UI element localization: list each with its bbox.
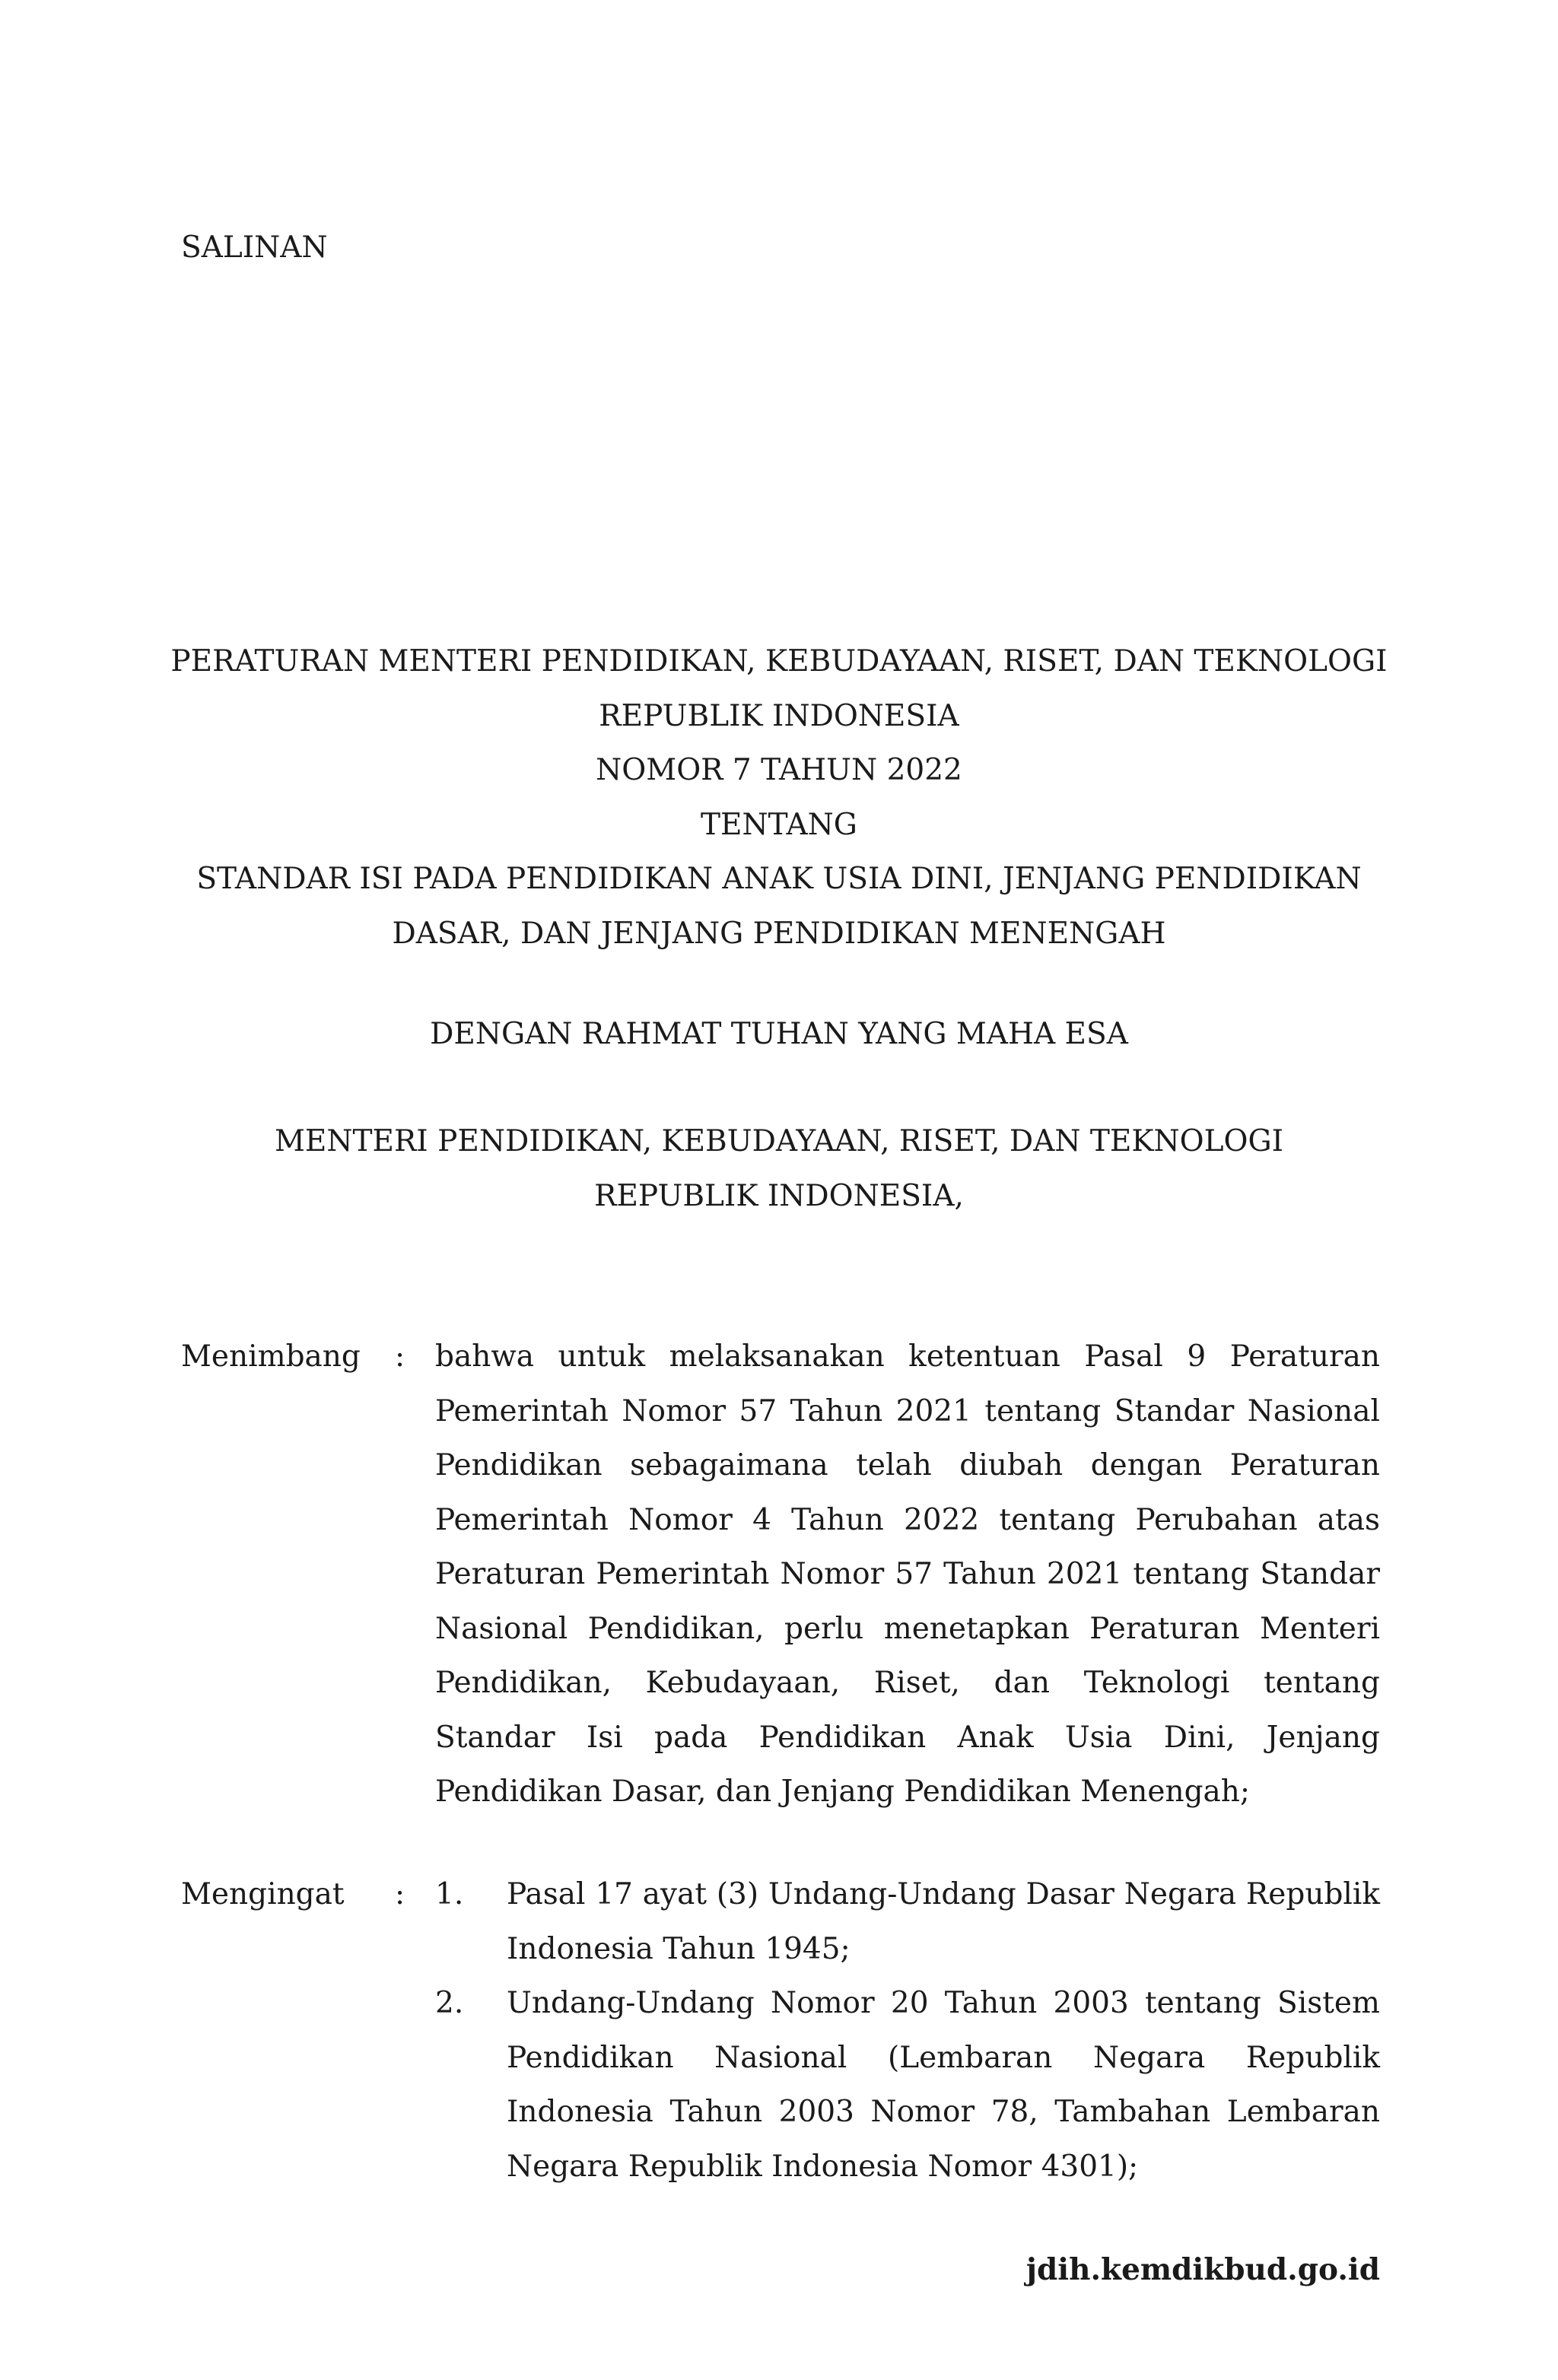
heading-line: REPUBLIK INDONESIA bbox=[599, 698, 959, 733]
paragraph-line: Pemerintah Nomor 4 Tahun 2022 tentang Perubahan atas bbox=[435, 1502, 1380, 1537]
paragraph-line: Standar Isi pada Pendidikan Anak Usia Dini, Jenjang bbox=[435, 1720, 1380, 1755]
blessing-line: DENGAN RAHMAT TUHAN YANG MAHA ESA bbox=[430, 1017, 1128, 1051]
minister-title bbox=[0, 1114, 1558, 1223]
regulation-heading bbox=[0, 634, 1558, 961]
list-line: Pendidikan Nasional (Lembaran Negara Republik bbox=[507, 2040, 1380, 2075]
minister-line: REPUBLIK INDONESIA, bbox=[594, 1178, 964, 1213]
mengingat-list bbox=[435, 1867, 1380, 2194]
copy-label: SALINAN bbox=[181, 230, 328, 265]
heading-line: STANDAR ISI PADA PENDIDIKAN ANAK USIA DINI, JENJANG PENDIDIKAN bbox=[196, 862, 1362, 896]
paragraph-line: Pemerintah Nomor 57 Tahun 2021 tentang Standar Nasional bbox=[435, 1393, 1380, 1428]
list-line: Pasal 17 ayat (3) Undang-Undang Dasar Negara Republik bbox=[507, 1877, 1380, 1911]
minister-line: MENTERI PENDIDIKAN, KEBUDAYAAN, RISET, DAN TEKNOLOGI bbox=[274, 1124, 1284, 1158]
list-item bbox=[435, 1867, 1380, 1976]
paragraph-line: Pendidikan Dasar, dan Jenjang Pendidikan Menengah; bbox=[435, 1775, 1251, 1809]
list-item-text bbox=[507, 1867, 1380, 1976]
list-line: Negara Republik Indonesia Nomor 4301); bbox=[507, 2149, 1139, 2184]
heading-line: NOMOR 7 TAHUN 2022 bbox=[596, 753, 962, 787]
paragraph-line: bahwa untuk melaksanakan ketentuan Pasal 9 Peraturan bbox=[435, 1339, 1380, 1374]
heading-line: TENTANG bbox=[701, 807, 857, 842]
list-item bbox=[435, 1976, 1380, 2194]
menimbang-label: Menimbang bbox=[181, 1339, 361, 1374]
paragraph-line: Pendidikan sebagaimana telah diubah dengan Peraturan bbox=[435, 1448, 1380, 1482]
paragraph-line: Peraturan Pemerintah Nomor 57 Tahun 2021 tentang Standar bbox=[435, 1557, 1380, 1591]
list-item-number: 2. bbox=[435, 1986, 464, 2020]
paragraph-line: Pendidikan, Kebudayaan, Riset, dan Teknologi tentang bbox=[435, 1666, 1380, 1700]
list-line: Undang-Undang Nomor 20 Tahun 2003 tentang Sistem bbox=[507, 1986, 1380, 2020]
mengingat-colon: : bbox=[395, 1877, 405, 1911]
mengingat-label: Mengingat bbox=[181, 1877, 345, 1911]
menimbang-colon: : bbox=[395, 1339, 405, 1374]
paragraph-line: Nasional Pendidikan, perlu menetapkan Peraturan Menteri bbox=[435, 1611, 1380, 1646]
list-line: Indonesia Tahun 2003 Nomor 78, Tambahan Lembaran bbox=[507, 2095, 1380, 2129]
list-item-text bbox=[507, 1976, 1380, 2194]
list-item-number: 1. bbox=[435, 1877, 464, 1911]
source-website-link[interactable]: jdih.kemdikbud.go.id bbox=[1025, 2252, 1380, 2287]
menimbang-paragraph bbox=[435, 1330, 1380, 1819]
heading-line: DASAR, DAN JENJANG PENDIDIKAN MENENGAH bbox=[392, 916, 1166, 951]
list-line: Indonesia Tahun 1945; bbox=[507, 1931, 851, 1966]
heading-line: PERATURAN MENTERI PENDIDIKAN, KEBUDAYAAN, RISET, DAN TEKNOLOGI bbox=[170, 644, 1388, 678]
